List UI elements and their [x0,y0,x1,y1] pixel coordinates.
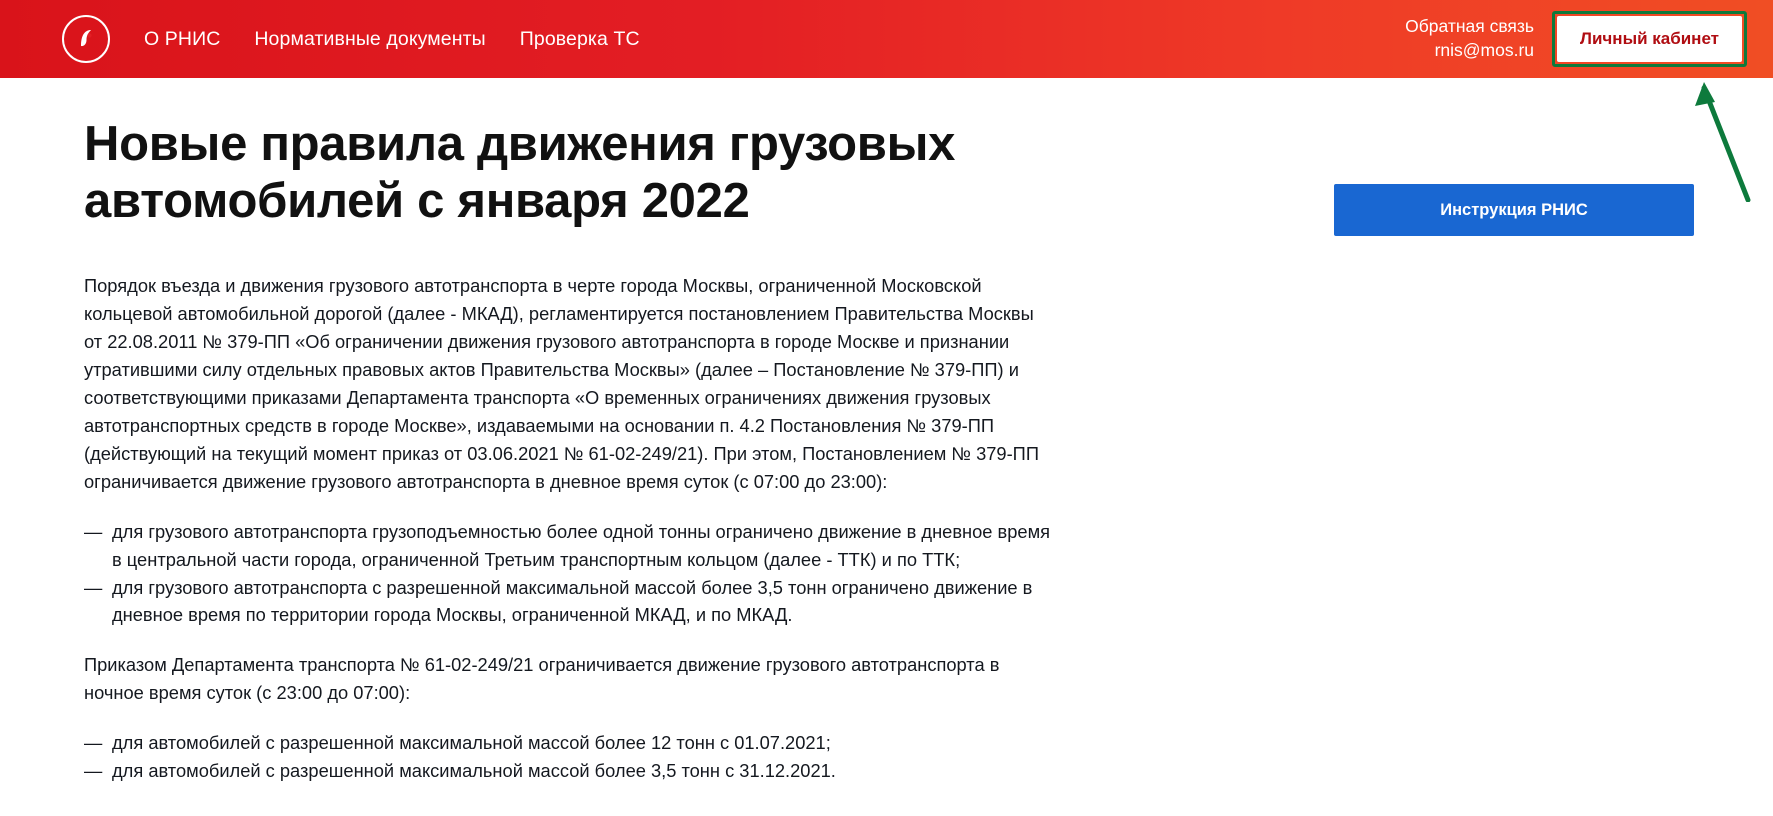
list-item: — для грузового автотранспорта с разрешенной максимальной массой более 3,5 тонн ограничено движение в дневное время по территории города Москвы, ограниченной МКАД, и по МКАД. [84,574,1055,630]
daytime-restrictions-list [84,518,1055,630]
nav-vehicle-check[interactable]: Проверка ТС [519,27,640,50]
nav-about[interactable]: О РНИС [144,27,221,50]
intro-paragraph: Порядок въезда и движения грузового автотранспорта в черте города Москвы, ограниченной Московской кольцевой автомобильной дорогой (далее - МКАД), регламентируется постановлением Правительства Москвы от 22.08.2011 № 379-ПП «Об ограничении движения грузового автотранспорта в городе Москве и признании утратившими силу отдельных правовых актов Правительства Москвы» (далее – Постановление № 379-ПП) и соответствующими приказами Департамента транспорта «О временных ограничениях движения грузовых автотранспортных средств в городе Москве», издаваемыми на основании п. 4.2 Постановления № 379-ПП (действующий на текущий момент приказ от 03.06.2021 № 61-02-249/21). При этом, Постановлением № 379-ПП ограничивается движение грузового автотранспорта в дневное время суток (с 07:00 до 23:00): [84,274,1039,492]
article-content [0,78,1055,785]
feedback-block [1405,15,1534,62]
feedback-email[interactable]: rnis@mos.ru [1434,40,1535,60]
list-item: — для автомобилей с разрешенной максимальной массой более 3,5 тонн с 31.12.2021. [84,757,1055,785]
page-body [0,78,1773,785]
feedback-title: Обратная связь [1405,16,1535,37]
page-title: Новые правила движения грузовых автомобилей с января 2022 [84,117,956,228]
nav-documents[interactable]: Нормативные документы [254,27,486,50]
list-item: — для автомобилей с разрешенной максимальной массой более 12 тонн с 01.07.2021; [84,729,1055,757]
list-item: — для грузового автотранспорта грузоподъемностью более одной тонны ограничено движение в дневное время в центральной части города, ограниченной Третьим транспортным кольцом (далее - ТТК) и по ТТК; [84,518,1055,574]
night-intro-paragraph: Приказом Департамента транспорта № 61-02-249/21 ограничивается движение грузового автотранспорта в ночное время суток (с 23:00 до 07:00): [84,654,1000,704]
personal-cabinet-button[interactable]: Личный кабинет [1557,16,1742,62]
rnis-logo[interactable] [62,15,110,63]
site-header [0,0,1773,78]
main-navigation [144,28,640,51]
nighttime-restrictions-list [84,729,1055,785]
instruction-rnis-button[interactable]: Инструкция РНИС [1334,184,1694,236]
cabinet-button-wrapper [1552,11,1747,67]
header-right-block [1405,0,1747,78]
